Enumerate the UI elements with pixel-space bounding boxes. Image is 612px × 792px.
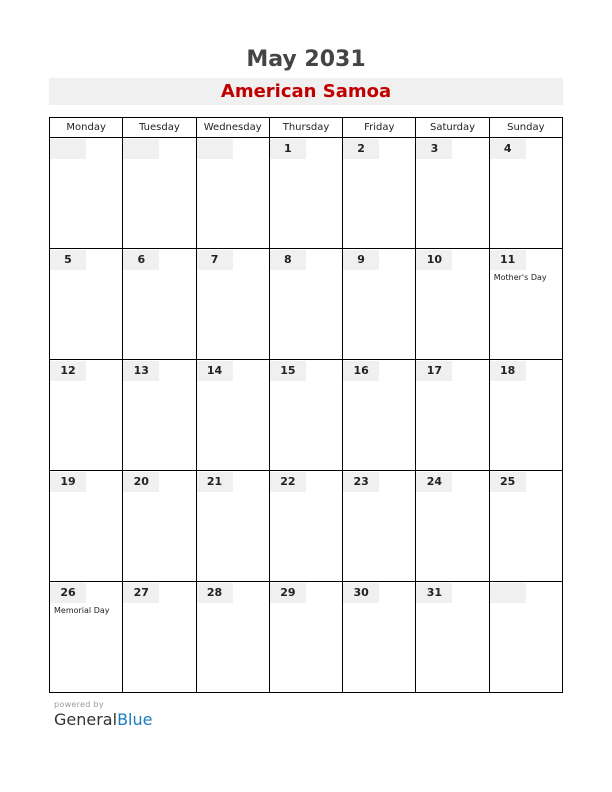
day-number [490,583,526,603]
day-cell [50,582,123,693]
country-banner: American Samoa [49,78,563,105]
day-cell [343,582,416,693]
day-cell [50,138,123,249]
week-row [50,249,563,360]
day-number: 16 [343,361,379,381]
day-cell [416,138,489,249]
day-cell [343,138,416,249]
day-number: 10 [416,250,452,270]
day-cell [269,249,342,360]
day-number: 5 [50,250,86,270]
day-number: 19 [50,472,86,492]
day-cell [123,249,196,360]
day-number [197,139,233,159]
day-number: 17 [416,361,452,381]
day-number: 3 [416,139,452,159]
day-cell [416,471,489,582]
day-cell [489,249,562,360]
generalblue-logo[interactable] [54,710,152,729]
week-row [50,138,563,249]
holiday-label: Mother's Day [493,273,547,282]
day-number: 22 [270,472,306,492]
week-row [50,471,563,582]
day-cell [343,360,416,471]
calendar-grid [49,117,563,693]
day-cell [123,360,196,471]
day-number: 12 [50,361,86,381]
day-number: 6 [123,250,159,270]
day-cell [269,138,342,249]
day-cell [123,582,196,693]
day-cell [196,249,269,360]
day-cell [489,582,562,693]
day-number [50,139,86,159]
weekday-monday: Monday [50,118,123,138]
day-number: 24 [416,472,452,492]
day-cell [196,471,269,582]
day-number [123,139,159,159]
weekday-tuesday: Tuesday [123,118,196,138]
day-cell [269,582,342,693]
day-number: 30 [343,583,379,603]
day-number: 25 [490,472,526,492]
day-cell [196,360,269,471]
weekday-wednesday: Wednesday [196,118,269,138]
day-cell [489,138,562,249]
weekday-thursday: Thursday [269,118,342,138]
day-number: 11 [490,250,526,270]
day-number: 20 [123,472,159,492]
day-number: 15 [270,361,306,381]
day-cell [50,249,123,360]
day-cell [50,471,123,582]
weekday-friday: Friday [343,118,416,138]
day-number: 2 [343,139,379,159]
weekday-sunday: Sunday [489,118,562,138]
brand-blue: Blue [117,710,153,729]
day-number: 7 [197,250,233,270]
powered-by-text: powered by [54,700,104,709]
week-row [50,360,563,471]
day-number: 1 [270,139,306,159]
day-number: 23 [343,472,379,492]
day-cell [416,249,489,360]
calendar-title: May 2031 [246,47,366,72]
day-cell [416,360,489,471]
day-cell [489,360,562,471]
day-cell [196,138,269,249]
day-cell [343,249,416,360]
day-cell [269,360,342,471]
day-cell [196,582,269,693]
day-number: 21 [197,472,233,492]
day-cell [489,471,562,582]
footer [54,700,152,729]
day-cell [343,471,416,582]
day-number: 4 [490,139,526,159]
weekday-header-row [50,118,563,138]
day-number: 29 [270,583,306,603]
day-cell [269,471,342,582]
day-cell [416,582,489,693]
day-cell [123,138,196,249]
day-number: 14 [197,361,233,381]
day-cell [123,471,196,582]
week-row [50,582,563,693]
day-number: 28 [197,583,233,603]
day-number: 8 [270,250,306,270]
day-number: 13 [123,361,159,381]
brand-general: General [54,710,118,729]
weekday-saturday: Saturday [416,118,489,138]
holiday-label: Memorial Day [54,606,110,615]
day-number: 26 [50,583,86,603]
day-number: 18 [490,361,526,381]
day-number: 31 [416,583,452,603]
day-number: 27 [123,583,159,603]
day-cell [50,360,123,471]
day-number: 9 [343,250,379,270]
